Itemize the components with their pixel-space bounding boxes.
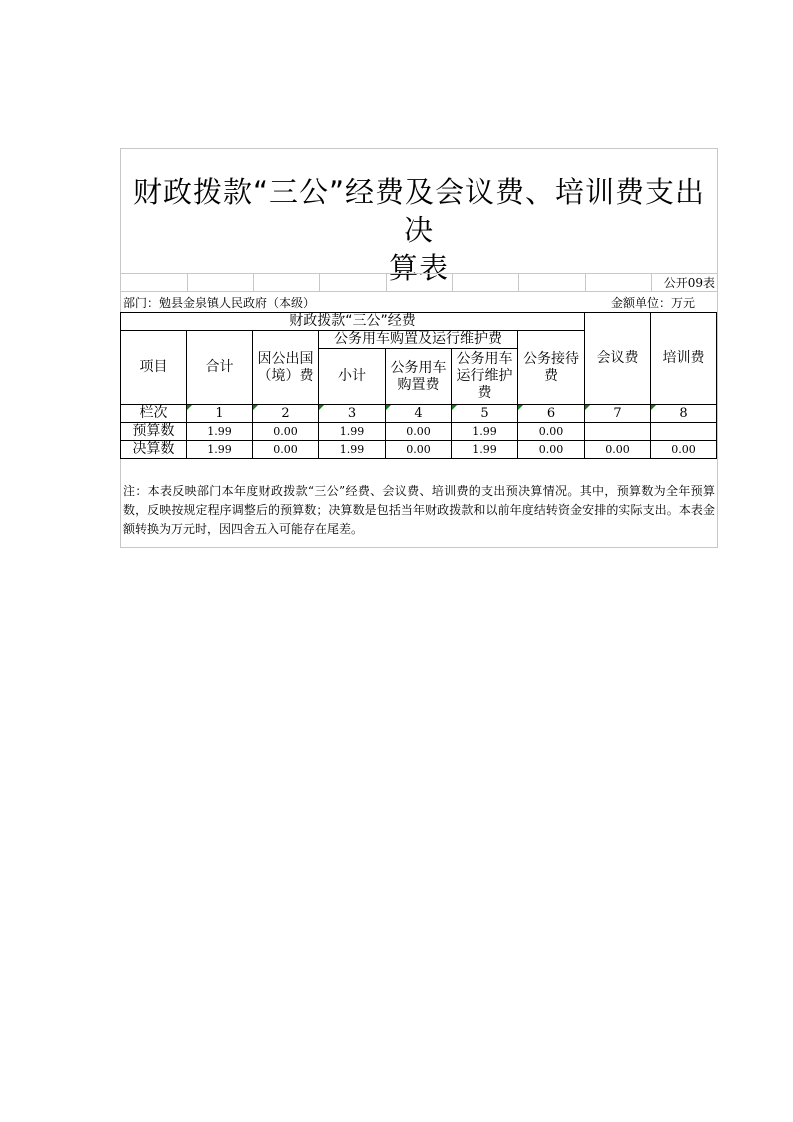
column-number: 8 xyxy=(651,405,717,423)
header-meeting-fee: 会议费 xyxy=(585,313,651,405)
cell-marker xyxy=(319,405,324,410)
grid-divider xyxy=(187,273,188,291)
header-subtotal: 小计 xyxy=(319,349,386,405)
gridline xyxy=(121,291,717,292)
header-vehicle-group: 公务用车购置及运行维护费 xyxy=(319,331,518,349)
column-number: 7 xyxy=(585,405,651,423)
table-cell xyxy=(585,423,651,441)
header-vehicle-operation: 公务用车运行维护费 xyxy=(452,349,518,405)
header-reception-fee: 公务接待费 xyxy=(518,331,585,405)
cell-marker xyxy=(452,405,457,410)
cell-marker xyxy=(651,405,656,410)
table-cell xyxy=(651,423,717,441)
column-number: 5 xyxy=(452,405,518,423)
table-cell: 1.99 xyxy=(187,423,253,441)
amount-unit: 金额单位：万元 xyxy=(610,296,695,310)
cell-marker xyxy=(518,405,523,410)
table-cell: 1.99 xyxy=(452,441,518,459)
header-abroad-fee: 因公出国（境）费 xyxy=(253,331,319,405)
grid-divider xyxy=(452,273,453,291)
row-label: 预算数 xyxy=(121,423,187,441)
cell-marker xyxy=(187,405,192,410)
report-title xyxy=(121,173,717,287)
table-cell: 1.99 xyxy=(187,441,253,459)
report-title-line2: 算表 xyxy=(388,251,449,285)
grid-divider xyxy=(518,273,519,291)
table-cell: 0.00 xyxy=(585,441,651,459)
header-total: 合计 xyxy=(187,331,253,405)
expense-table xyxy=(120,312,717,459)
cell-marker xyxy=(253,405,258,410)
table-cell: 1.99 xyxy=(319,441,386,459)
grid-divider xyxy=(253,273,254,291)
header-three-public: 财政拨款“三公”经费 xyxy=(121,313,585,331)
report-title-line1: 财政拨款“三公”经费及会议费、培训费支出决 xyxy=(132,175,706,247)
row-label: 栏次 xyxy=(121,405,187,423)
column-number: 6 xyxy=(518,405,585,423)
column-number: 4 xyxy=(386,405,452,423)
table-cell: 0.00 xyxy=(386,423,452,441)
table-row-column-numbers xyxy=(121,405,717,423)
header-item: 项目 xyxy=(121,331,187,405)
cell-marker xyxy=(386,405,391,410)
table-row-actual xyxy=(121,441,717,459)
cell-marker xyxy=(585,405,590,410)
table-cell: 1.99 xyxy=(452,423,518,441)
grid-cells xyxy=(121,273,717,291)
table-cell: 1.99 xyxy=(319,423,386,441)
header-vehicle-purchase: 公务用车购置费 xyxy=(386,349,452,405)
column-number: 3 xyxy=(319,405,386,423)
grid-divider xyxy=(651,273,652,291)
column-number: 2 xyxy=(253,405,319,423)
table-number: 公开09表 xyxy=(663,276,715,290)
table-cell: 0.00 xyxy=(518,423,585,441)
row-label: 决算数 xyxy=(121,441,187,459)
grid-divider xyxy=(319,273,320,291)
footnote: 注：本表反映部门本年度财政拨款“三公”经费、会议费、培训费的支出预决算情况。其中，预算数为全年预算数，反映按规定程序调整后的预算数；决算数是包括当年财政拨款和以前年度结转资金安排的实际支出。本表金额转换为万元时，因四舍五入可能存在尾差。 xyxy=(123,484,715,536)
header-training-fee: 培训费 xyxy=(651,313,717,405)
table-cell: 0.00 xyxy=(651,441,717,459)
table-cell: 0.00 xyxy=(518,441,585,459)
table-row-budget xyxy=(121,423,717,441)
column-number: 1 xyxy=(187,405,253,423)
table-cell: 0.00 xyxy=(253,441,319,459)
department-label: 部门：勉县金泉镇人民政府（本级） xyxy=(123,296,316,310)
table-cell: 0.00 xyxy=(386,441,452,459)
grid-divider xyxy=(585,273,586,291)
grid-divider xyxy=(386,273,387,291)
table-cell: 0.00 xyxy=(253,423,319,441)
